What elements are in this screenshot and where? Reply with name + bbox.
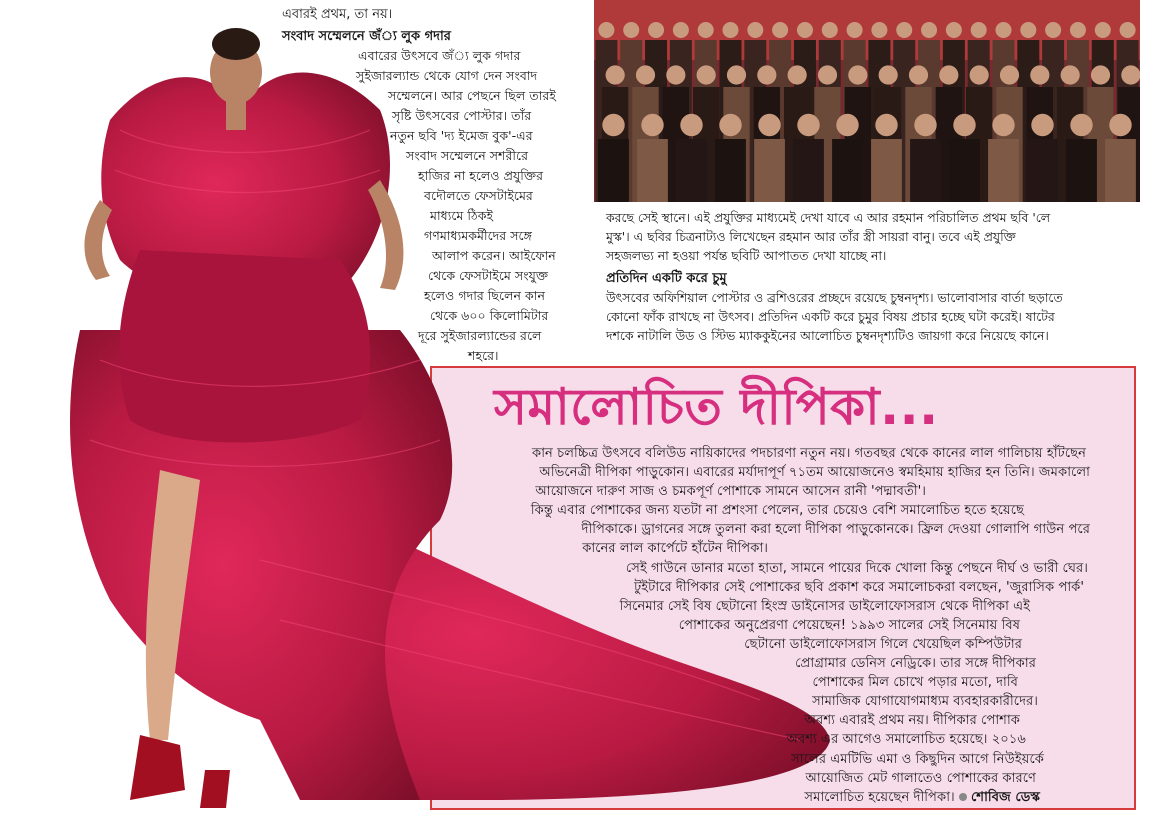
feature-line: প্রোগ্রামার ডেনিস নেড্রিকে। তার সঙ্গে দীপিকার	[795, 656, 1036, 672]
article-top-line: এবারের উৎসবে জঁ্য লুক গদার	[358, 48, 521, 63]
article-top-subheading: সংবাদ সম্মেলনে জঁ্য লুক গদার	[282, 29, 451, 44]
feature-line: পোশাকের অনুপ্রেরণা পেয়েছেন! ১৯৯৩ সালের সেই সিনেমায় বিষ	[678, 617, 1020, 633]
article-top-line: হলেও গদার ছিলেন কান	[424, 288, 545, 303]
article-top-line: সম্মেলনে। আর পেছনে ছিল তারই	[388, 88, 556, 103]
feature-line: কান চলচ্চিত্র উৎসবে বলিউড নায়িকাদের পদচারণা নতুন নয়। গতবছর থেকে কানের লাল গালিচায় হাঁটছেন	[532, 446, 1086, 461]
feature-line: সেই গাউনে ডানার মতো হাতা, সামনে পায়ের দিকে খোলা কিন্তু পেছনে দীর্ঘ ও ভারী ঘের।	[625, 560, 1088, 576]
article-right-line: করছে সেই স্থানে। এই প্রযুক্তির মাধ্যমেই দেখা যাবে এ আর রহমান পরিচালিত প্রথম ছবি 'লে	[606, 210, 1050, 225]
feature-headline: সমালোচিত দীপিকা...	[494, 378, 939, 436]
article-right-line: দশকে নাটালি উড ও স্টিভ ম্যাককুইনের আলোচিত চুম্বনদৃশ্যটিও জায়গা করে নিয়েছে কানে।	[606, 328, 1049, 343]
article-right-line: কোনো ফাঁক রাখছে না উৎসব। প্রতিদিন একটি করে চুমুর বিষয় প্রচার হচ্ছে ঘটা করেই। ষাটের	[606, 309, 1055, 324]
article-top-line: গণমাধ্যমকর্মীদের সঙ্গে	[424, 228, 532, 243]
article-top-line: দূরে সুইজারল্যান্ডের রলে	[418, 328, 542, 343]
article-top-first-line: এবারই প্রথম, তা নয়।	[282, 7, 393, 22]
article-top-line: সুইজারল্যান্ড থেকে যোগ দেন সংবাদ	[356, 68, 538, 83]
article-right-line: মুস্ক'। এ ছবির চিত্রনাট্যও লিখেছেন রহমান আর তাঁর স্ত্রী সায়রা বানু। তবে এই প্রযুক্তি	[606, 229, 1016, 244]
feature-line: অবশ্য এবারই প্রথম নয়। দীপিকার পোশাক	[804, 713, 1020, 729]
article-right-line: সহজলভ্য না হওয়া পর্যন্ত ছবিটি আপাতত দেখা যাচ্ছে না।	[606, 248, 887, 263]
article-right-line: উৎসবের অফিশিয়াল পোস্টার ও ব্রশিওরের প্রচ্ছদে রয়েছে চুম্বনদৃশ্য। ভালোবাসার বার্তা ছড়াতে	[606, 290, 1063, 305]
article-top-line: বদৌলতে ফেসটাইমের	[424, 188, 533, 203]
feature-line: টুইটারে দীপিকার সেই পোশাকের ছবি প্রকাশ করে সমালোচকরা বলছেন, 'জুরাসিক পার্ক'	[634, 579, 1084, 595]
article-top-line: সংবাদ সম্মেলনে সশরীরে	[406, 148, 529, 163]
feature-line: আয়োজিত মেট গালাতেও পোশাকের কারণে	[805, 770, 1036, 786]
feature-line: অভিনেত্রী দীপিকা পাড়ুকোন। এবারের মর্যাদাপূর্ণ ৭১তম আয়োজনেও স্বমহিমায় হাজির হন তিনি। জমকালো	[539, 465, 1090, 481]
feature-line: দীপিকাকে। ড্রাগনের সঙ্গে তুলনা করা হলো দীপিকা পাড়ুকোনকে। ফ্রিল দেওয়া গোলাপি গাউন পরে	[581, 522, 1090, 538]
article-top-line: নতুন ছবি 'দ্য ইমেজ বুক'-এর	[390, 128, 533, 143]
byline: শোবিজ ডেস্ক	[970, 789, 1040, 805]
article-top-line: আলাপ করেন। আইফোন	[432, 248, 556, 263]
feature-line: আয়োজনে দারুণ সাজ ও চমকপূর্ণ পোশাকে সামনে আসেন রানী 'পদ্মাবতী'।	[535, 484, 926, 500]
feature-line: কিন্তু এবার পোশাকের জন্য যতটা না প্রশংসা পেলেন, তার চেয়েও বেশি সমালোচিত হতে হয়েছে	[530, 503, 1024, 519]
feature-last-line	[0, 788, 1120, 807]
feature-line: সমালোচিত হয়েছেন দীপিকা।	[804, 789, 955, 805]
feature-body	[0, 444, 1120, 807]
article-top-line: হাজির না হলেও প্রযুক্তির	[418, 168, 543, 183]
article-top-line: থেকে ৬০০ কিলোমিটার	[430, 308, 549, 323]
article-top-line: থেকে ফেসটাইমে সংযুক্ত	[428, 268, 549, 283]
article-top-line: সৃষ্টি উৎসবের পোস্টার। তাঁর	[392, 108, 532, 123]
feature-line: অবশ্য এর আগেও সমালোচিত হয়েছে। ২০১৬	[786, 732, 1026, 748]
feature-line: পোশাকের মিল চোখে পড়ার মতো, দাবি	[812, 675, 1018, 691]
feature-line: সিনেমার সেই বিষ ছেটানো হিংস্র ডাইনোসর ডাইলোফোসরাস থেকে দীপিকা এই	[619, 598, 1030, 614]
feature-line: সালের এমটিভি এমা ও কিছুদিন আগে নিউইয়র্কে	[791, 751, 1044, 767]
feature-line: সামাজিক যোগাযোগমাধ্যম ব্যবহারকারীদের।	[812, 694, 1038, 710]
article-top-line: শহরে।	[468, 348, 499, 363]
bullet-icon	[959, 793, 967, 801]
feature-line: কানের লাল কার্পেটে হাঁটেন দীপিকা।	[582, 541, 768, 557]
feature-line: ছেটানো ডাইলোফোসরাস গিলে খেয়েছিল কম্পিউটার	[744, 636, 1022, 652]
article-right-subheading: প্রতিদিন একটি করে চুমু	[606, 271, 727, 286]
article-top-line: মাধ্যমে ঠিকই	[430, 208, 494, 223]
